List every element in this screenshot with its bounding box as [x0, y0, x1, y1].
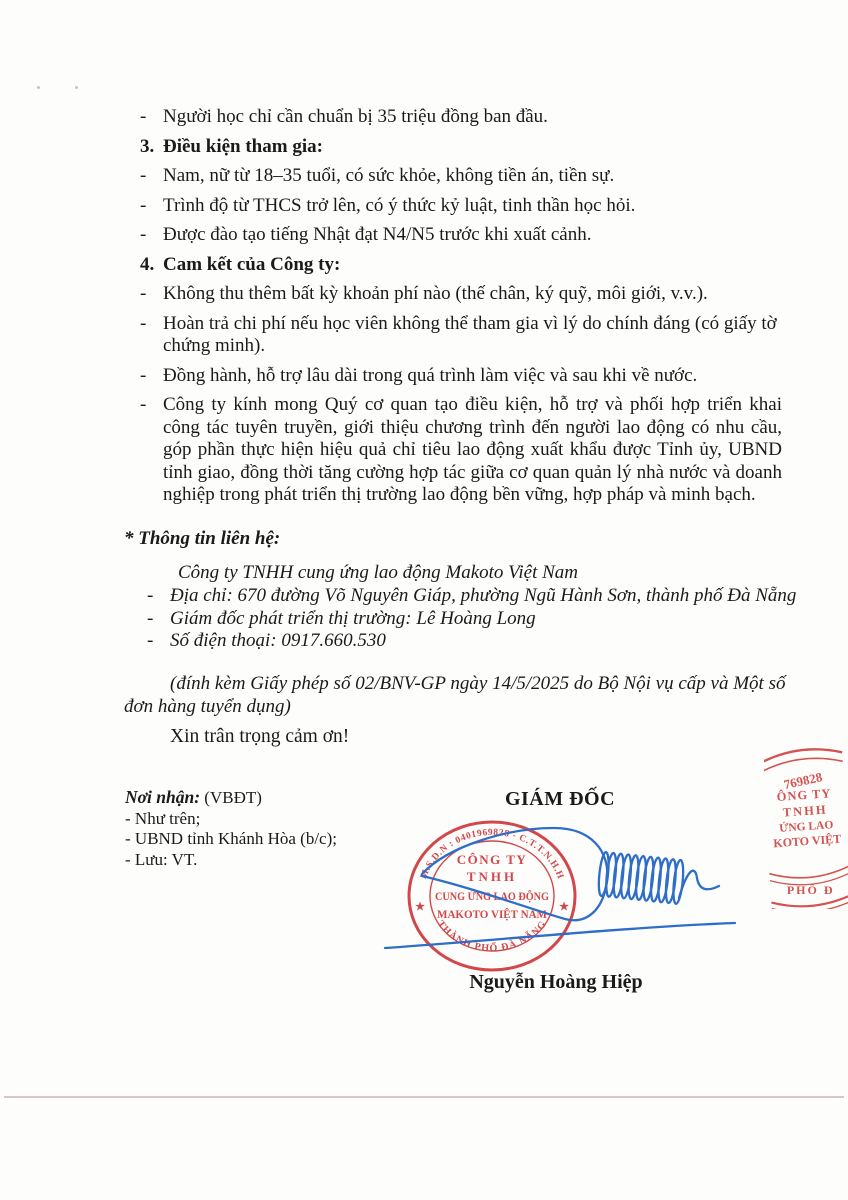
stamp-center-line-4: MAKOTO VIỆT NAM	[437, 907, 547, 921]
bullet-dash: -	[140, 364, 147, 386]
bullet-dash: -	[140, 165, 147, 186]
contact-line	[147, 630, 804, 653]
recipient-item: - Lưu: VT.	[125, 849, 198, 869]
bullet-dash: -	[140, 194, 147, 216]
scan-artifact-dot	[37, 86, 40, 89]
closing-line: Xin trân trọng cảm ơn!	[170, 726, 350, 747]
stamp-arc-bottom-text: THÀNH PHỐ ĐÀ NẴNG	[434, 918, 550, 955]
stamp-arc-top-text: M.S.D.N : 0401969828 - C.T.T.N.H.H	[418, 827, 566, 881]
recipient-item: - UBND tỉnh Khánh Hòa (b/c);	[125, 829, 337, 848]
recipients-label: Nơi nhận:	[125, 787, 201, 807]
bullet-dash: -	[140, 224, 147, 245]
signer-name: Nguyễn Hoàng Hiệp	[469, 971, 643, 993]
list-item-text: Được đào tạo tiếng Nhật đạt N4/N5 trước khi xuất cảnh.	[163, 224, 592, 245]
list-item	[140, 224, 782, 247]
contact-info	[124, 528, 804, 653]
list-item-text: Đồng hành, hỗ trợ lâu dài trong quá trình làm việc và sau khi về nước.	[163, 364, 698, 386]
edge-stamp-line-3: TNHH	[782, 802, 829, 820]
stamp-star-left: ★	[415, 901, 425, 913]
list-item	[140, 394, 782, 507]
bullet-dash: -	[140, 394, 147, 415]
contact-heading: * Thông tin liên hệ:	[124, 528, 281, 549]
list-item-text: Không thu thêm bất kỳ khoản phí nào (thế chân, ký quỹ, môi giới, v.v.).	[163, 283, 708, 304]
bullet-dash: -	[147, 585, 154, 606]
section-number: 3.	[140, 135, 155, 157]
recipients-block	[125, 787, 337, 870]
contact-line	[147, 608, 804, 631]
list-item	[140, 365, 782, 388]
contact-address: Địa chỉ: 670 đường Võ Nguyên Giáp, phường Ngũ Hành Sơn, thành phố Đà Nẵng	[170, 585, 797, 606]
signature-title: GIÁM ĐỐC	[504, 788, 616, 810]
company-name: Công ty TNHH cung ứng lao động Makoto Việt Nam	[178, 561, 579, 583]
list-item	[140, 165, 782, 188]
list-item	[140, 283, 782, 306]
section-title: Điều kiện tham gia:	[163, 135, 323, 157]
scan-artifact-line	[4, 1096, 844, 1098]
bullet-dash: -	[140, 312, 147, 334]
list-item-text: Hoàn trả chi phí nếu học viên không thể tham gia vì lý do chính đáng (có giấy tờ chứng minh).	[163, 312, 777, 356]
stamp-star-right: ★	[559, 901, 569, 913]
stamp-center-line-3: CUNG ỨNG LAO ĐỘNG	[435, 891, 564, 903]
edge-stamp-line-2: ÔNG TY	[776, 786, 832, 804]
section-title: Cam kết của Công ty:	[163, 253, 341, 275]
list-item-text: Nam, nữ từ 18–35 tuổi, có sức khỏe, không tiền án, tiền sự.	[163, 165, 615, 186]
bullet-dash: -	[140, 283, 147, 304]
signature-scribble	[378, 818, 743, 958]
bullet-dash: -	[140, 106, 147, 127]
list-item-text: Công ty kính mong Quý cơ quan tạo điều kiện, hỗ trợ và phối hợp triển khai công tác tuyên truyền, giới thiệu chương trình đến người lao động có nhu cầu, góp phần thực hiện hiệu quả chỉ tiêu lao động xuất khẩu được Tỉnh ủy, UBND tỉnh giao, đồng thời tăng cường hợp tác giữa cơ quan quản lý nhà nước và doanh nghiệp trong phát triển thị trường lao động bền vững, hợp pháp và minh bạch.	[163, 394, 782, 505]
recipients-heading	[125, 787, 337, 809]
bullet-dash: -	[147, 607, 154, 629]
bullet-dash: -	[147, 630, 154, 651]
attachment-note: (đính kèm Giấy phép số 02/BNV-GP ngày 14/5/2025 do Bộ Nội vụ cấp và Một số đơn hàng tuyển dụng)	[124, 673, 786, 717]
letter-body	[140, 106, 782, 514]
section-heading-3	[140, 136, 782, 159]
stamp-center-line-2: TNHH	[466, 869, 518, 884]
recipients-label-note: (VBĐT)	[204, 788, 262, 807]
list-item-text: Người học chỉ cần chuẩn bị 35 triệu đồng ban đầu.	[163, 106, 548, 127]
edge-stamp-line-1: 769828	[782, 769, 824, 793]
edge-stamp-fragment	[764, 737, 848, 909]
list-item-text: Trình độ từ THCS trở lên, có ý thức kỷ luật, tinh thần học hỏi.	[163, 194, 636, 216]
contact-phone: Số điện thoại: 0917.660.530	[170, 630, 386, 651]
list-item	[140, 313, 782, 358]
edge-stamp-line-4: ỨNG LAO	[778, 819, 834, 835]
contact-line	[147, 585, 804, 608]
section-heading-4	[140, 254, 782, 277]
list-item	[140, 106, 782, 129]
stamp-center-line-1: CÔNG TY	[456, 852, 528, 867]
section-number: 4.	[140, 253, 155, 275]
list-item	[140, 195, 782, 218]
contact-director: Giám đốc phát triển thị trường: Lê Hoàng Long	[170, 607, 536, 629]
scan-artifact-dot	[75, 86, 78, 89]
recipient-item: - Như trên;	[125, 808, 201, 828]
edge-stamp-line-6: PHỐ Đ	[786, 882, 835, 897]
edge-stamp-line-5: KOTO VIỆT	[772, 831, 842, 851]
